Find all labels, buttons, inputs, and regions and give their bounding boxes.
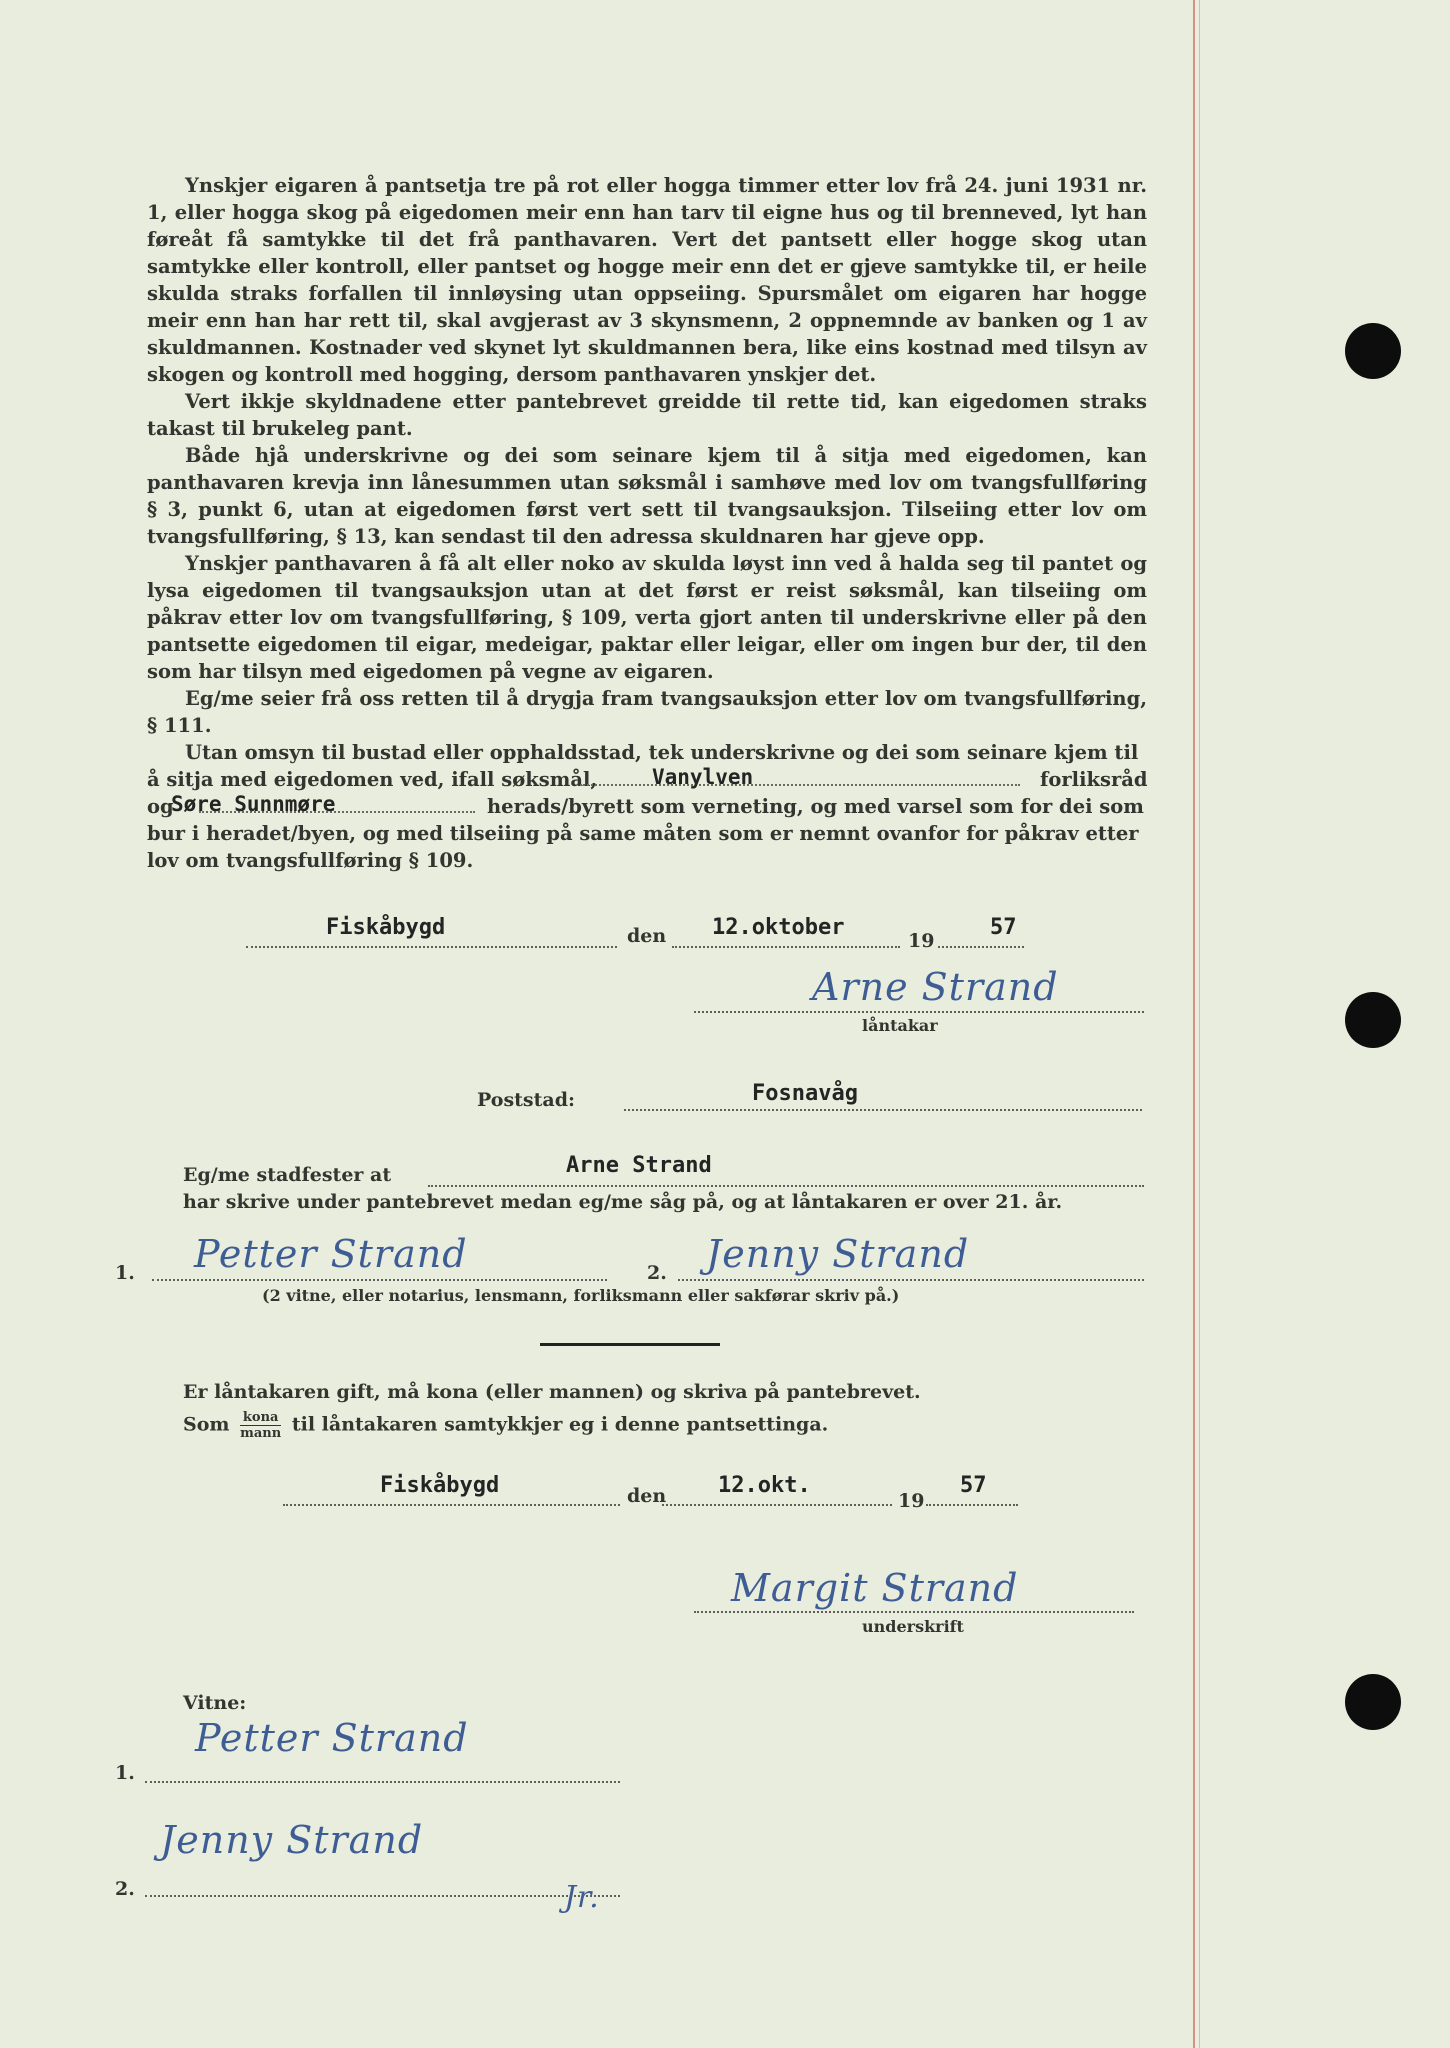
punch-hole [1345,1674,1401,1730]
witness-number: 2. [647,1262,667,1284]
paragraph-auction: Ynskjer panthavaren å få alt eller noko av skulda løyst inn ved å halda seg til pantet og lysa eigedomen til tvangsauksjon utan at det først er reist søksmål, kan tilseiing om påkrav etter lov om tvangsfullføring, § 109, verta gjort anten til underskrivne eller på den pantsette eigedomen til eigar, medeigar, paktar eller leigar, eller om ingen bur der, til den som har tilsyn med eigedomen på vegne av eigaren. [147,552,1147,683]
borrower-place: Fiskåbygd [326,915,446,940]
spouse-place: Fiskåbygd [380,1473,500,1498]
witness-number: 1. [115,1762,135,1784]
vitne-signature-2: Jenny Strand [160,1818,424,1862]
punch-hole [1345,992,1401,1048]
witness-confirm-statement: har skrive under pantebrevet medan eg/me såg på, og at låntakaren er over 21. år. [183,1191,1063,1213]
spouse-instruction: Er låntakaren gift, må kona (eller mannen) og skriva på pantebrevet. [183,1381,921,1403]
spouse-year: 57 [960,1473,987,1498]
signature-line [152,1278,607,1281]
spouse-date: 12.okt. [718,1473,811,1498]
margin-rule [1193,0,1195,2048]
paragraph-logging: Ynskjer eigaren å pantsetja tre på rot eller hogga timmer etter lov frå 24. juni 1931 nr. 1, eller hogga skog på eigedomen meir enn han tarv til eigne hus og til brenneved, lyt han føreåt få samtykke til det frå panthavaren. Vert det pantsett eller hogge skog utan samtykke eller kontroll, eller pantset og hogge meir enn det er gjeve samtykke til, er heile skulda straks forfallen til innløysing utan oppseiing. Spursmålet om eigaren har hogge meir enn han har rett til, skal avgjerast av 3 skynsmenn, 2 oppnemnde av banken og 1 av skuldmannen. Kostnader ved skynet lyt skuldmannen bera, like eins kostnad med tilsyn av skogen og kontroll med hogging, dersom panthavaren ynskjer det. [147,174,1147,386]
kona-mann-fraction [240,1410,281,1441]
punch-hole [1345,323,1401,379]
witness-note: (2 vitne, eller notarius, lensmann, forliksmann eller sakførar skriv på.) [262,1286,900,1305]
section-divider [540,1343,720,1346]
signature-line [694,1610,1134,1613]
borrower-date: 12.oktober [712,915,845,940]
spouse-consent-suffix: til låntakaren samtykkjer eg i denne pantsettinga. [291,1413,829,1436]
witness-signature-1: Petter Strand [194,1232,468,1276]
venue-line-2 [147,766,1147,793]
borrower-year: 57 [990,915,1017,940]
confirmed-borrower-name: Arne Strand [566,1153,712,1178]
venue-line-5 [147,847,1147,874]
venue-line-4 [147,820,1147,847]
dotted-fill-line [662,1503,892,1506]
den-label: den [627,925,667,947]
venue-line-5-text: lov om tvangsfullføring § 109. [147,849,474,872]
witness-number: 2. [115,1878,135,1900]
herad-value: Søre Sunnmøre [171,792,336,816]
dotted-fill-line [938,945,1024,948]
venue-line-2-prefix: å sitja med eigedomen ved, ifall søksmål, [147,768,598,791]
vitne-signature-1: Petter Strand [195,1716,469,1760]
fraction-top: kona [240,1410,281,1426]
signature-line [694,1010,1144,1013]
signature-line [678,1278,1144,1281]
spouse-signature: Margit Strand [731,1566,1019,1610]
spouse-consent-line [183,1410,828,1441]
fraction-bottom: mann [240,1426,282,1441]
venue-line-3 [147,793,1147,820]
paragraph-waiver: Eg/me seier frå oss retten til å drygja fram tvangsauksjon etter lov om tvangsfullføring, § 111. [147,687,1147,737]
paragraph-default: Vert ikkje skyldnadene etter pantebrevet greidde til rette tid, kan eigedomen straks takast til brukeleg pant. [147,390,1147,440]
signature-label: underskrift [862,1617,964,1636]
vitne-label: Vitne: [183,1692,247,1714]
dotted-fill-line [580,783,1020,786]
dotted-fill-line [246,945,617,948]
dotted-fill-line [624,1108,1142,1111]
paragraph-collection: Både hjå underskrivne og dei som seinare kjem til å sitja med eigedomen, kan panthavaren krevja inn lånesummen utan søksmål i samhøve med lov om tvangsfullføring § 3, punkt 6, utan at eigedomen først vert sett til tvangsauksjon. Tilseiing etter lov om tvangsfullføring, § 13, kan sendast til den adressa skuldnaren har gjeve opp. [147,444,1147,548]
poststad-label: Poststad: [477,1089,576,1111]
borrower-role-label: låntakar [862,1016,938,1035]
venue-line-3-prefix: og [147,795,174,818]
dotted-fill-line [283,1503,620,1506]
witness-number: 1. [115,1262,135,1284]
den-label: den [627,1485,667,1507]
venue-line-3-suffix: herads/byrett som verneting, og med varsel som for dei som [487,795,1144,818]
forliksraad-value: Vanylven [652,765,754,789]
spouse-consent-prefix: Som [183,1413,230,1436]
borrower-signature: Arne Strand [812,965,1059,1009]
witness-confirm-prefix: Eg/me stadfester at [183,1164,392,1186]
signature-line [145,1894,620,1897]
dotted-fill-line [672,945,900,948]
margin-rule-secondary [1199,0,1200,2048]
venue-line-4-text: bur i heradet/byen, og med tilseiing på same måten som er nemnt ovanfor for påkrav etter [147,822,1139,845]
terms-text [147,172,1147,874]
dotted-fill-line [926,1503,1018,1506]
witness-initials: Jr. [564,1880,600,1915]
signature-line [145,1780,620,1783]
poststad-value: Fosnavåg [752,1081,858,1106]
dotted-fill-line [428,1184,1144,1187]
venue-line-2-suffix: forliksråd [1040,768,1148,791]
year-prefix: 19 [908,930,935,952]
year-prefix: 19 [898,1490,925,1512]
witness-signature-2: Jenny Strand [706,1232,970,1276]
venue-line-1: Utan omsyn til bustad eller opphaldsstad, tek underskrivne og dei som seinare kjem til [185,741,1139,764]
